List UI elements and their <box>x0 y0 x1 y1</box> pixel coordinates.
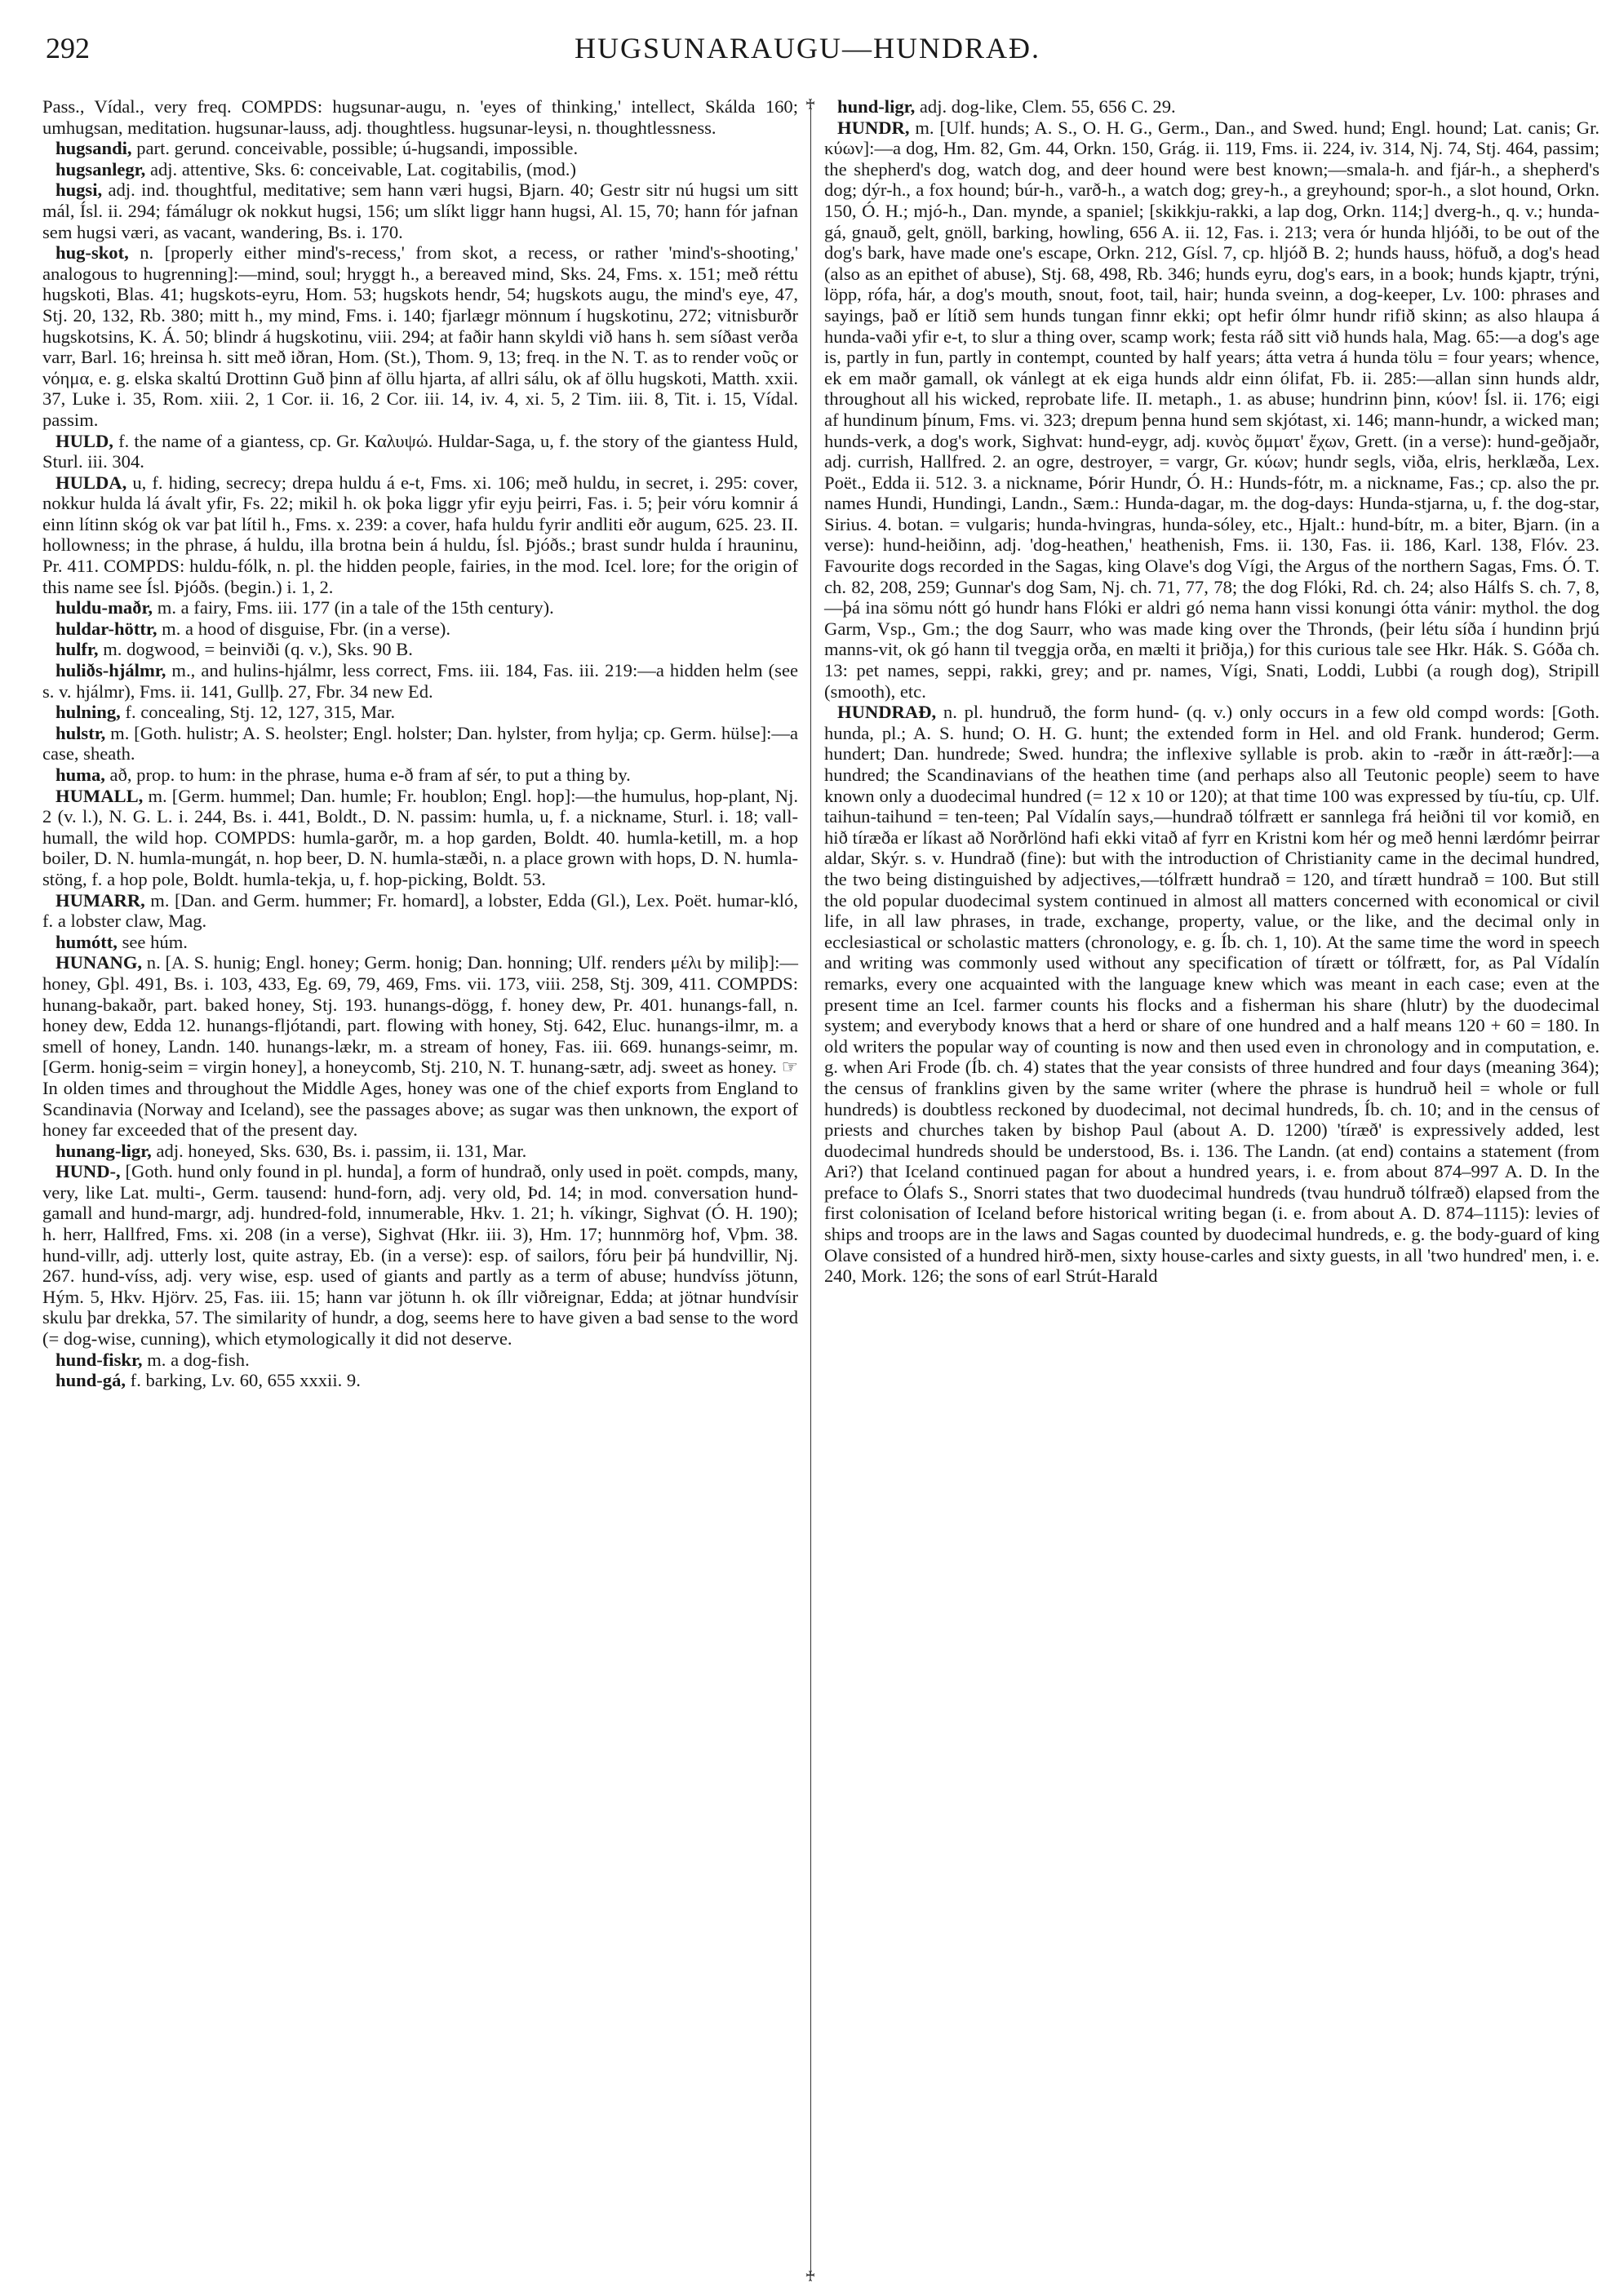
entry-headword: HUNDR, <box>837 117 910 138</box>
dictionary-entry <box>42 1141 798 1162</box>
right-column <box>824 96 1599 1287</box>
dictionary-entry <box>42 1350 798 1371</box>
entry-headword: hulstr, <box>55 722 106 743</box>
entry-headword: HULD, <box>55 430 113 451</box>
dictionary-entry <box>42 890 798 932</box>
entry-definition: n. [A. S. hunig; Engl. honey; Germ. honig; Dan. honning; Ulf. renders μέλι by miliþ]:—honey, Gþl. 491, Bs. i. 103, 433, Eg. 69, 79, 469, Fms. vii. 173, viii. 258, Stj. 309, 411. COMPDS: hunang-bakaðr, part. baked honey, Stj. 193. hunangs-dögg, f. honey dew, Pr. 401. hunangs-fall, n. honey dew, Edda 12. hunangs-fljótandi, part. flowing with honey, Stj. 642, Eluc. hunangs-ilmr, m. a smell of honey, Landn. 140. hunangs-lækr, m. a stream of honey, Fas. iii. 669. hunangs-seimr, m. [Germ. honig-seim = virgin honey], a honeycomb, Stj. 210, N. T. hunang-sætr, adj. sweet as honey. ☞ In olden times and throughout the Middle Ages, honey was one of the chief exports from England to Scandinavia (Norway and Iceland), see the passages above; as sugar was then unknown, the export of honey far exceeded that of the present day. <box>42 952 798 1141</box>
entry-definition: [Goth. hund only found in pl. hunda], a form of hundrað, only used in poët. compds, many, very, like Lat. multi-, Germ. tausend: hund-forn, adj. very old, Þd. 14; in mod. conversation hund-gamall and hund-margr, adj. hundred-fold, innumerable, Hkv. 1. 21; h. víkingr, Sighvat (Ó. H. 190); h. herr, Hallfred, Fms. xi. 208 (in a verse), Sighvat (Hkr. iii. 3), Hm. 17; hunnmörg hof, Vþm. 38. hund-villr, adj. utterly lost, quite astray, Eb. (in a verse): esp. of sailors, fóru þeir þá hundvillir, Nj. 267. hund-víss, adj. very wise, esp. used of giants and partly as a term of abuse; hundvíss jötunn, Hým. 5, Hkv. Hjörv. 25, Fas. iii. 15; hann var jötunn h. ok íllr viðreignar, Edda; at jötnar hundvísir skulu þar drekka, 57. The similarity of hundr, a dog, seems here to have given a bad sense to the word (= dog-wise, cunning), which etymologically it did not deserve. <box>42 1161 798 1350</box>
entry-definition: n. pl. hundruð, the form hund- (q. v.) only occurs in a few old compd words: [Goth. hunda, pl.; A. S. hund; O. H. G. hunt; the extended form in Hel. and old Frank. hunderod; Germ. hundert; Dan. hundrede; Swed. hundra; the inflexive syllable is prob. akin to -ræðr in átt-ræðr]:—a hundred; the Scandinavians of the heathen time (and perhaps also all Teutonic people) seem to have known only a duodecimal hundred (= 12 x 10 or 120); at that time 100 was expressed by tíu-tíu, cp. Ulf. taihun-taihund = ten-teen; Pal Vídalín says,—hundrað tólfrætt er sannlega frá heiðni til vor komið, en hið tíræða er líkast að Norðrlönd hafi ekki vitað af fyrr en Kristni kom hér og með henni lærdómr þeirrar aldar, Skýr. s. v. Hundrað (fine): but with the introduction of Christianity came in the decimal hundred, the two being distinguished by adjectives,—tólfrætt hundrað = 120, and tírætt hundrað = 100. But still the old popular duodecimal system continued in almost all matters concerned with economical or civil life, in all law phrases, in trade, exchange, property, value, or the like, and the decimal only in ecclesiastical or scholastic matters (chronology, e. g. Íb. ch. 1, 10). At the same time the word in speech and writing was commonly used without any specification of tírætt or tólfrætt, for, as Pal Vídalín remarks, every one acquainted with the language knew which was meant in each case; even at the present time an Icel. farmer counts his flocks and a fisherman his share (hlutr) by the duodecimal system; and everybody knows that a herd or share of one hundred and a half means 120 + 60 = 180. In old writers the popular way of counting is now and then used even in chronology and in computation, e. g. when Ari Frode (Íb. ch. 4) states that the year consists of three hundred and four days (meaning 364); the census of franklins given by the same writer (where the phrase is hundruð heil = whole or full hundreds) is doubtless reckoned by duodecimal, not decimal hundreds, Íb. ch. 10; and in the census of priests and churches taken by bishop Paul (about A. D. 1200) 'tíræð' is expressively added, lest duodecimal hundreds should be understood, Bs. i. 136. The Landn. (at end) contains a statement (from Ari?) that Iceland continued pagan for about a hundred years, i. e. from about 874–997 A. D. In the preface to Ólafs S., Snorri states that two duodecimal hundreds (tvau hundruð tólfræð) elapsed from the first colonisation of Iceland before historical writing began (i. e. from about A. D. 874–1115): levies of ships and troops are in the laws and Sagas counted by duodecimal hundreds, e. g. the body-guard of king Olave consisted of a hundred hirð-men, sixty house-carles and sixty guests, in all 'two hundred' men, i. e. 240, Mork. 126; the sons of earl Strút-Harald <box>824 702 1599 1287</box>
entry-definition: m. [Ulf. hunds; A. S., O. H. G., Germ., Dan., and Swed. hund; Engl. hound; Lat. canis; Gr. κύων]:—a dog, Hm. 82, Gm. 44, Orkn. 150, Grág. ii. 119, Fms. ii. 224, iv. 314, Nj. 74, Stj. 464, passim; the shepherd's dog, watch dog, and deer hound were best known;—smala-h. and fjár-h., a shepherd's dog; dýr-h., a fox hound; búr-h., varð-h., a watch dog; grey-h., a greyhound; spor-h., a slot hound, Orkn. 150, Ó. H.; mjó-h., Dan. mynde, a spaniel; [skikkju-rakki, a lap dog, Orkn. 114;] dverg-h., q. v.; hunda-gá, gnauð, gelt, gnöll, barking, howling, 656 A. ii. 12, Fas. i. 213; vera ór hunda hljóði, to be out of the dog's bark, have made one's escape, Orkn. 212, Gísl. 7, cp. hljóð B. 2; hunds hauss, höfuð, a dog's head (also as an epithet of abuse), Stj. 68, 498, Rb. 346; hunds eyru, dog's ears, in a book; hunds kjaptr, trýni, löpp, rófa, hár, a dog's mouth, snout, foot, tail, hair; hunda sveinn, a dog-keeper, Lv. 100: phrases and sayings, það er lítið sem hunds tungan finnr ekki; opt hefir ólmr hundr rifið skinn; as also hlaupa á hunda-vaði yfir e-t, to slur a thing over, scamp work; festa ráð sitt við hunds hala, Mag. 65:—a dog's age is, partly in fun, partly in contempt, counted by half years; átta vetra á hunda tölu = four years; whence, ek em maðr gamall, ok vánlegt at ek eiga hunds aldr einn ólifat, Fb. ii. 285:—allan sinn hunds aldr, throughout all his wicked, reprobate life. II. metaph., 1. as abuse; hundrinn þinn, κύον! Ísl. ii. 176; eigi af hundinum þínum, Fms. vi. 323; drepum þenna hund sem skjótast, xi. 146; mann-hundr, a wicked man; hunds-verk, a dog's work, Sighvat: hund-eygr, adj. κυνὸς ὄμματ' ἔχων, Grett. (in a verse): hund-geðjaðr, adj. currish, Hallfred. 2. an ogre, destroyer, = vargr, Gr. κύων; hundr segls, viða, elris, herklæða, Lex. Poët., Edda ii. 512. 3. a nickname, Þórir Hundr, Ó. H.: Hunds-fótr, m. a nickname, Fas.; cp. also the pr. names Hundi, Hundingi, Landn., Sæm.: Hunda-dagar, m. the dog-days: Hunda-stjarna, u, f. the dog-star, Sirius. 4. botan. = vulgaris; hunda-hvingras, hunda-sóley, etc., Hjalt.: hund-bítr, m. a biter, Bjarn. (in a verse): hund-heiðinn, adj. 'dog-heathen,' heathenish, Fms. ii. 130, Fas. ii. 186, Karl. 138, Flóv. 23. Favourite dogs recorded in the Sagas, king Olave's dog Vígi, the Argus of the northern Sagas, Fms. Ó. T. ch. 82, 208, 259; Gunnar's dog Sam, Nj. ch. 71, 77, 78; the dog Flóki, Rd. ch. 24; also Hálfs S. ch. 7, 8,—þá ina sömu nótt gó hundr hans Flóki er aldri gó nema hann vissi konungi ótta vánir: mythol. the dog Garm, Vsp., Gm.; the dog Saurr, who was made king over the Thronds, (þeir létu síða í hundinn þrjú manns-vit, ok gó hann til tveggja orða, en mælti it þriðja,) for this curious tale see Hkr. Hák. S. Góða ch. 13: pet names, seppi, rakki, grey; and pr. names, Vígi, Snati, Loddi, Lubbi (a rough dog), Stripill (smooth), etc. <box>824 117 1599 702</box>
entry-definition: að, prop. to hum: in the phrase, huma e-ð fram af sér, to put a thing by. <box>104 765 631 785</box>
entry-definition: f. concealing, Stj. 12, 127, 315, Mar. <box>120 702 396 723</box>
dictionary-entry <box>824 702 1599 1287</box>
dictionary-entry <box>42 242 798 430</box>
entry-headword: hugsandi, <box>55 138 132 159</box>
dictionary-entry <box>42 639 798 660</box>
entry-definition: adj. attentive, Sks. 6: conceivable, Lat. cogitabilis, (mod.) <box>145 158 576 180</box>
entry-headword: hugsanlegr, <box>55 158 146 180</box>
dictionary-entry <box>824 117 1599 703</box>
dictionary-entry <box>42 597 798 618</box>
dictionary-entry <box>42 138 798 159</box>
entry-definition: f. barking, Lv. 60, 655 xxxii. 9. <box>126 1370 361 1391</box>
dictionary-entry <box>42 786 798 890</box>
entry-headword: hund-ligr, <box>837 96 916 117</box>
entry-headword: HUNANG, <box>55 952 143 973</box>
dictionary-entry <box>42 660 798 702</box>
entry-definition: m. a hood of disguise, Fbr. (in a verse). <box>157 618 451 639</box>
entry-definition: adj. ind. thoughtful, meditative; sem hann væri hugsi, Bjarn. 40; Gestr sitr nú hugsi um sitt mál, Ísl. ii. 294; fámálugr ok nokkut hugsi, 156; um slíkt liggr hann hugsi, Al. 15, 70; hann fór jafnan sem hugsi væri, as vacant, wandering, Bs. i. 170. <box>42 180 798 242</box>
entry-definition: m. [Dan. and Germ. hummer; Fr. homard], a lobster, Edda (Gl.), Lex. Poët. humar-kló, f. a lobster claw, Mag. <box>42 889 798 932</box>
entry-headword: hugsi, <box>55 180 103 201</box>
entry-headword: hug-skot, <box>55 242 129 264</box>
entry-definition: Pass., Vídal., very freq. COMPDS: hugsunar-augu, n. 'eyes of thinking,' intellect, Skálda 160; umhugsan, meditation. hugsunar-lauss, adj. thoughtless. hugsunar-leysi, n. thoughtlessness. <box>42 96 798 138</box>
dictionary-entry <box>42 96 798 138</box>
entry-headword: huldu-maðr, <box>55 597 153 618</box>
entry-definition: adj. dog-like, Clem. 55, 656 C. 29. <box>915 96 1176 117</box>
entry-definition: see húm. <box>117 931 188 952</box>
entry-definition: m. [Goth. hulistr; A. S. heolster; Engl. holster; Dan. hylster, from hylja; cp. Germ. hülse]:—a case, sheath. <box>42 722 798 765</box>
dictionary-entry <box>42 932 798 953</box>
dictionary-entry <box>42 723 798 765</box>
entry-headword: HUNDRAÐ, <box>837 702 937 723</box>
entry-headword: hunang-ligr, <box>55 1140 152 1161</box>
entry-headword: huldar-höttr, <box>55 618 158 639</box>
dictionary-entry <box>824 96 1599 117</box>
entry-headword: humótt, <box>55 931 118 952</box>
entry-definition: f. the name of a giantess, cp. Gr. Καλυψώ. Huldar-Saga, u, f. the story of the giantess Huld, Sturl. iii. 304. <box>42 430 798 472</box>
entry-definition: m. dogwood, = beinviði (q. v.), Sks. 90 B. <box>98 639 413 660</box>
column-divider <box>810 104 811 2275</box>
entry-headword: HUMARR, <box>55 889 145 911</box>
dictionary-entry <box>42 702 798 723</box>
entry-headword: huliðs-hjálmr, <box>55 660 166 681</box>
entry-headword: HUMALL, <box>55 785 144 806</box>
dictionary-entry <box>42 1370 798 1391</box>
entry-definition: n. [properly either mind's-recess,' from skot, a recess, or rather 'mind's-shooting,' analogous to hugrenning]:—mind, soul; hryggt h., a bereaved mind, Sks. 24, Fms. x. 151; með réttu hugskoti, Blas. 41; hugskots-eyru, Hom. 53; hugskots hendr, 54; hugskots augu, the mind's eye, 47, Stj. 20, 132, Rb. 380; mitt h., my mind, Fms. i. 140; fjarlægr mönnum í hugskotinu, 272; vitnisburðr hugskotsins, K. Á. 50; blindr á hugskotinu, viii. 294; at faðir hann skyldi við hans h. sem síðast verða varr, Barl. 16; hreinsa h. sitt með iðran, Hom. (St.), Thom. 9, 13; freq. in the N. T. as to render νοῦς or νόημα, e. g. elska skaltú Drottinn Guð þinn af öllu hjarta, af allri sálu, ok af öllu hugskoti, Matth. xxii. 37, Luke i. 35, Rom. xiii. 2, 1 Cor. ii. 16, 2 Cor. iii. 14, iv. 4, xi. 5, 2 Tim. iii. 8, Tit. i. 15, Vídal. passim. <box>42 242 798 430</box>
dictionary-entry <box>42 431 798 472</box>
page-number: 292 <box>46 32 90 64</box>
dictionary-entry <box>42 180 798 242</box>
entry-definition: m. a dog-fish. <box>142 1349 250 1370</box>
entry-definition: adj. honeyed, Sks. 630, Bs. i. passim, ii. 131, Mar. <box>151 1140 527 1161</box>
page-title: HUGSUNARAUGU—HUNDRAÐ. <box>574 32 1040 64</box>
entry-headword: huma, <box>55 765 105 785</box>
divider-ornament-icon: ♰ <box>805 96 816 113</box>
left-column <box>42 96 798 1391</box>
entry-headword: hulfr, <box>55 639 99 660</box>
entry-definition: m. [Germ. hummel; Dan. humle; Fr. houblon; Engl. hop]:—the humulus, hop-plant, Nj. 2 (v. l.), N. G. L. i. 244, Bs. i. 441, Boldt., D. N. passim: humla, u, f. a nickname, Sturl. i. 18; vall-humall, the wild hop. COMPDS: humla-garðr, m. a hop garden, Boldt. 40. humla-ketill, m. a hop boiler, D. N. humla-mungát, n. hop beer, D. N. humla-stæði, n. a place grown with hops, D. N. humla-stöng, f. a hop pole, Boldt. humla-tekja, u, f. hop-picking, Boldt. 53. <box>42 785 798 889</box>
entry-definition: m., and hulins-hjálmr, less correct, Fms. iii. 184, Fas. iii. 219:—a hidden helm (see s. v. hjálmr), Fms. ii. 141, Gullþ. 27, Fbr. 34 new Ed. <box>42 660 798 702</box>
dictionary-entry <box>42 765 798 786</box>
entry-definition: part. gerund. conceivable, possible; ú-hugsandi, impossible. <box>131 138 579 159</box>
dictionary-entry <box>42 618 798 640</box>
entry-headword: HULDA, <box>55 472 127 493</box>
entry-headword: hund-gá, <box>55 1370 126 1391</box>
dictionary-entry <box>42 159 798 180</box>
entry-definition: u, f. hiding, secrecy; drepa huldu á e-t, Fms. xi. 106; með huldu, in secret, i. 295: cover, nokkur hulda lá ávalt yfir, Fs. 22; mikil h. ok þoka liggr yfir eyju þeirri, Fas. i. 5; þeir vóru komnir á einn lítinn skóg ok var þat lítil h., Fms. x. 239: a cover, hafa huldu fyrir andliti eðr augum, 625. 23. II. hollowness; in the phrase, á huldu, illa brotna bein á huldu, Ísl. Þjóðs.; brast sundr hulda í hrauninu, Pr. 411. COMPDS: huldu-fólk, n. pl. the hidden people, fairies, in the mod. Icel. lore; for the origin of this name see Ísl. Þjóðs. (begin.) i. 1, 2. <box>42 472 798 597</box>
page-header <box>0 24 1615 73</box>
entry-definition: m. a fairy, Fms. iii. 177 (in a tale of the 15th century). <box>153 597 554 618</box>
dictionary-entry <box>42 472 798 598</box>
dictionary-entry <box>42 952 798 1140</box>
entry-headword: hund-fiskr, <box>55 1349 143 1370</box>
entry-headword: HUND-, <box>55 1161 121 1182</box>
divider-ornament-icon: ♰ <box>805 2268 816 2285</box>
entry-headword: hulning, <box>55 702 121 723</box>
dictionary-entry <box>42 1161 798 1349</box>
